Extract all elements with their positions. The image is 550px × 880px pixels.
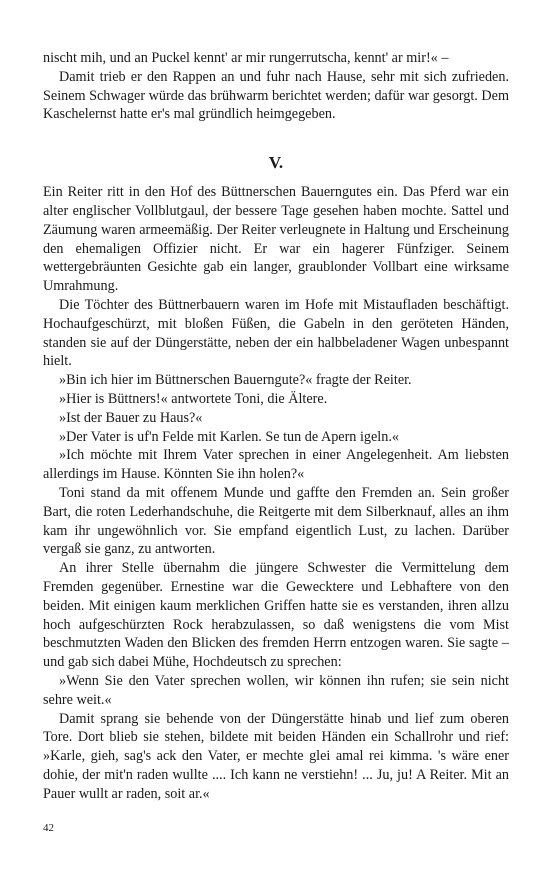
paragraph: Toni stand da mit offenem Munde und gaffte den Fremden an. Sein großer Bart, die roten Lederhandschuhe, die Reitgerte mit dem Silberknauf, alles an ihm kam ihr ungewöhnlich vor. Sie empfand eigentlich Lust, zu lachen. Darüber vergaß sie ganz, zu antworten.: [43, 484, 509, 558]
paragraph: Damit sprang sie behende von der Düngerstätte hinab und lief zum oberen Tore. Dort blieb sie stehen, bildete mit beiden Händen ein Schallrohr und rief: »Karle, gieh, sag's ack den Vater, er mechte glei amal rei kimma. 's wäre ener dohie, der mit'n raden wullte .... Ich kann ne verstiehn! ... Ju, ju! A Reiter. Mit an Pauer wullt ar raden, soit ar.«: [43, 710, 509, 802]
paragraph: »Hier is Büttners!« antwortete Toni, die Ältere.: [59, 390, 328, 407]
chapter-heading: V.: [268, 153, 284, 173]
paragraph: »Bin ich hier im Büttnerschen Bauerngute?« fragte der Reiter.: [59, 372, 412, 389]
paragraph: nischt mih, und an Puckel kennt' ar mir rungerrutscha, kennt' ar mir!« –: [43, 50, 449, 66]
page-body: [43, 49, 509, 803]
paragraph: Ein Reiter ritt in den Hof des Büttnerschen Bauerngutes ein. Das Pferd war ein alter englischer Vollblutgaul, der bessere Tage gesehen haben mochte. Sattel und Zäumung waren armeemäßig. Der Reiter verleugnete in Haltung und Erscheinung den ehemaligen Offizier nicht. Er war ein hagerer Fünfziger. Seinem wettergebräunten Gesichte gab ein langer, graublonder Vollbart eine wirksame Umrahmung.: [43, 184, 509, 295]
page-number: 42: [43, 822, 54, 834]
paragraph: »Ist der Bauer zu Haus?«: [59, 409, 203, 426]
paragraph: »Wenn Sie den Vater sprechen wollen, wir können ihn rufen; sie sein nicht sehre weit.«: [43, 672, 509, 708]
paragraph: Damit trieb er den Rappen an und fuhr nach Hause, sehr mit sich zufrieden. Seinem Schwager würde das brühwarm berichtet werden; dafür war gesorgt. Dem Kaschelernst hatte er's mal gründlich heimgegeben.: [43, 68, 509, 123]
text-block-chapter: [43, 183, 509, 803]
paragraph: An ihrer Stelle übernahm die jüngere Schwester die Vermittelung dem Fremden gegenüber. Ernestine war die Gewecktere und Lebhaftere von den beiden. Mit einigen kaum merklichen Griffen hatte sie es verstanden, ihren allzu hoch aufgeschürzten Rock herabzulassen, so daß wenigstens die vom Mist beschmutzten Waden den Blicken des fremden Herrn entzogen waren. Sie sagte – und gab sich dabei Mühe, Hochdeutsch zu sprechen:: [43, 560, 509, 671]
paragraph: »Der Vater is uf'n Felde mit Karlen. Se tun de Apern igeln.«: [59, 428, 399, 445]
paragraph: »Ich möchte mit Ihrem Vater sprechen in einer Angelegenheit. Am liebsten allerdings im Hause. Könnten Sie ihn holen?«: [43, 447, 509, 483]
text-block-before-chapter: [43, 49, 509, 124]
paragraph: Die Töchter des Büttnerbauern waren im Hofe mit Mistaufladen beschäftigt. Hochaufgeschürzt, mit bloßen Füßen, die Gabeln in den geröteten Händen, standen sie auf der Düngerstätte, neben der ein halbbeladener Wagen unbespannt hielt.: [43, 296, 509, 370]
